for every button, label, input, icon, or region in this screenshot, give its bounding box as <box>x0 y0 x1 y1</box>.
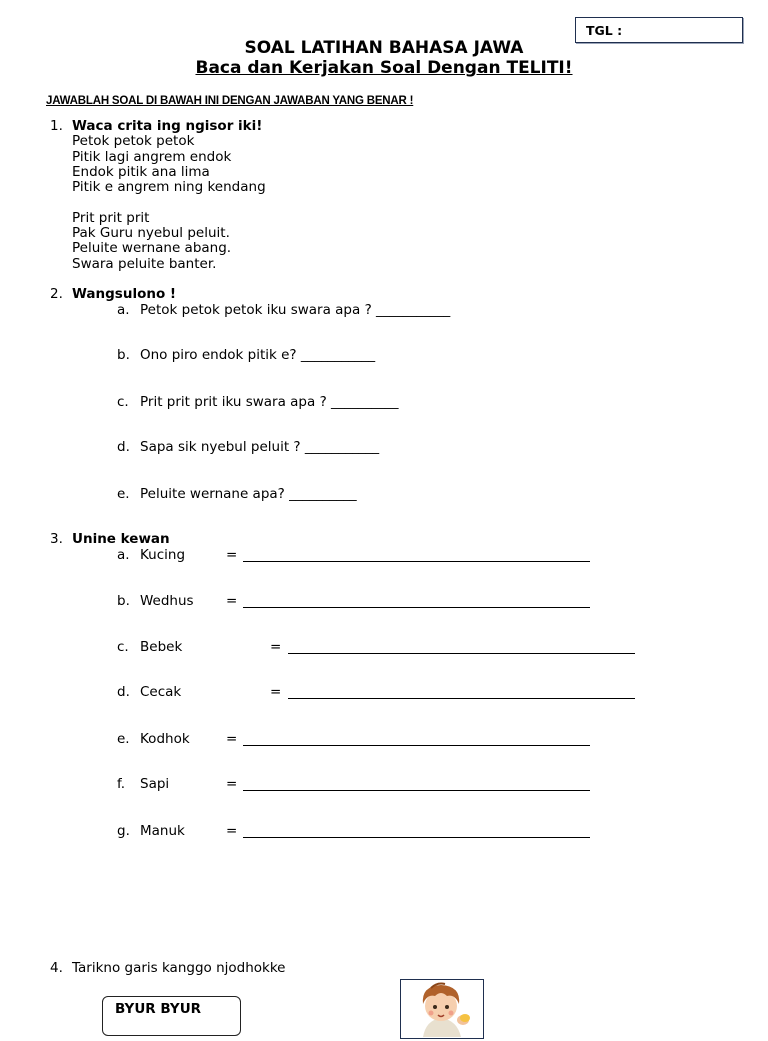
animal-name: Kucing <box>140 547 186 563</box>
page-subtitle: Baca dan Kerjakan Soal Dengan TELITI! <box>195 58 573 78</box>
question-text[interactable]: Peluite wernane apa? __________ <box>140 486 357 502</box>
poem-line: Pak Guru nyebul peluit. <box>72 225 230 241</box>
section-4-heading: Tarikno garis kanggo njodhokke <box>72 960 286 976</box>
poem-line: Swara peluite banter. <box>72 256 217 272</box>
section-3-heading: Unine kewan <box>72 531 170 547</box>
poem-line: Pitik e angrem ning kendang <box>72 179 266 195</box>
animal-name: Sapi <box>140 776 170 792</box>
animal-label: a. <box>117 547 130 563</box>
equals-sign: = <box>226 731 238 747</box>
date-label: TGL : <box>586 23 623 38</box>
question-text[interactable]: Prit prit prit iku swara apa ? __________ <box>140 394 399 410</box>
section-1-heading: Waca crita ing ngisor iki! <box>72 118 263 134</box>
equals-sign: = <box>226 776 238 792</box>
answer-line[interactable] <box>288 653 635 654</box>
animal-label: c. <box>117 639 129 655</box>
animal-label: f. <box>117 776 126 792</box>
animal-label: e. <box>117 731 130 747</box>
animal-label: b. <box>117 593 130 609</box>
question-label: b. <box>117 347 130 363</box>
animal-name: Manuk <box>140 823 185 839</box>
answer-line[interactable] <box>243 790 590 791</box>
question-label: c. <box>117 394 129 410</box>
poem-line: Endok pitik ana lima <box>72 164 210 180</box>
question-text[interactable]: Sapa sik nyebul peluit ? ___________ <box>140 439 380 455</box>
child-cartoon-icon <box>401 980 482 1037</box>
equals-sign: = <box>226 547 238 563</box>
answer-line[interactable] <box>243 837 590 838</box>
question-text[interactable]: Ono piro endok pitik e? ___________ <box>140 347 376 363</box>
matching-word: BYUR BYUR <box>115 1001 202 1017</box>
section-2-number: 2. <box>50 286 63 302</box>
animal-name: Kodhok <box>140 731 190 747</box>
question-label: e. <box>117 486 130 502</box>
animal-name: Bebek <box>140 639 183 655</box>
question-label: d. <box>117 439 130 455</box>
question-text[interactable]: Petok petok petok iku swara apa ? ___________ <box>140 302 451 318</box>
animal-name: Cecak <box>140 684 182 700</box>
poem-line: Prit prit prit <box>72 210 150 226</box>
equals-sign: = <box>270 684 282 700</box>
answer-line[interactable] <box>288 698 635 699</box>
equals-sign: = <box>226 823 238 839</box>
section-2-heading: Wangsulono ! <box>72 286 177 302</box>
instruction-text: JAWABLAH SOAL DI BAWAH INI DENGAN JAWABAN YANG BENAR ! <box>46 95 414 107</box>
question-label: a. <box>117 302 130 318</box>
animal-label: g. <box>117 823 130 839</box>
matching-picture-box[interactable] <box>400 979 484 1039</box>
matching-word-box[interactable] <box>102 996 241 1036</box>
answer-line[interactable] <box>243 745 590 746</box>
answer-line[interactable] <box>243 607 590 608</box>
section-3-number: 3. <box>50 531 63 547</box>
section-4-number: 4. <box>50 960 63 976</box>
equals-sign: = <box>226 593 238 609</box>
poem-line: Pitik lagi angrem endok <box>72 149 232 165</box>
equals-sign: = <box>270 639 282 655</box>
animal-label: d. <box>117 684 130 700</box>
answer-line[interactable] <box>243 561 590 562</box>
poem-line: Petok petok petok <box>72 133 195 149</box>
section-1-number: 1. <box>50 118 63 134</box>
animal-name: Wedhus <box>140 593 194 609</box>
page-title: SOAL LATIHAN BAHASA JAWA <box>244 38 524 58</box>
poem-line: Peluite wernane abang. <box>72 240 232 256</box>
